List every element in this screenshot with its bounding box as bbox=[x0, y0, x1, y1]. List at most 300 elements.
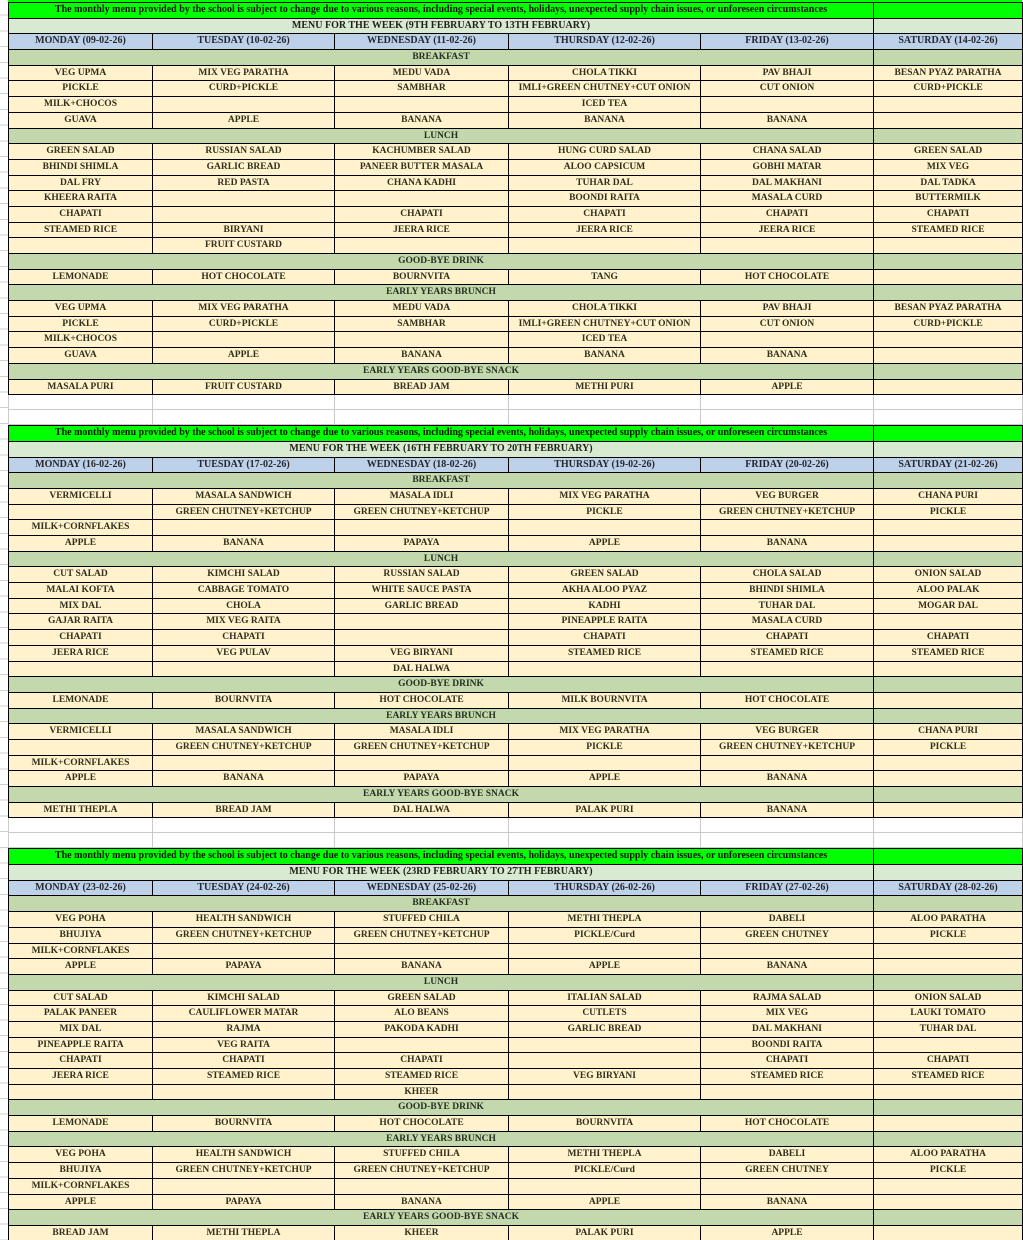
menu-cell: BANANA bbox=[153, 536, 335, 552]
menu-cell: METHI THEPLA bbox=[509, 912, 701, 928]
menu-item-row bbox=[9, 1006, 1023, 1022]
menu-cell bbox=[9, 238, 153, 254]
empty-cell bbox=[335, 395, 509, 410]
menu-cell: GREEN CHUTNEY+KETCHUP bbox=[335, 1163, 509, 1179]
menu-cell: PINEAPPLE RAITA bbox=[509, 614, 701, 630]
section-header-row bbox=[9, 1210, 1023, 1226]
menu-cell: BANANA bbox=[701, 771, 874, 787]
section-header-spacer bbox=[874, 1100, 1023, 1116]
menu-cell: CURD+PICKLE bbox=[874, 81, 1023, 97]
menu-cell bbox=[153, 943, 335, 959]
menu-cell: CHAPATI bbox=[701, 630, 874, 646]
menu-cell: VEG POHA bbox=[9, 1147, 153, 1163]
section-header-row bbox=[9, 787, 1023, 803]
section-header-spacer bbox=[874, 363, 1023, 379]
menu-cell bbox=[701, 1084, 874, 1100]
menu-cell: RUSSIAN SALAD bbox=[153, 144, 335, 160]
empty-cell bbox=[701, 410, 874, 425]
menu-cell: HEALTH SANDWICH bbox=[153, 912, 335, 928]
menu-cell: GREEN CHUTNEY+KETCHUP bbox=[335, 739, 509, 755]
menu-cell: BIRYANI bbox=[153, 222, 335, 238]
menu-cell: DABELI bbox=[701, 912, 874, 928]
menu-cell: GAJAR RAITA bbox=[9, 614, 153, 630]
menu-cell: KHEERA RAITA bbox=[9, 191, 153, 207]
empty-cell bbox=[874, 818, 1023, 833]
week-title: MENU FOR THE WEEK (9TH FEBRUARY TO 13TH FEBRUARY) bbox=[9, 18, 874, 34]
section-header-spacer bbox=[874, 128, 1023, 144]
menu-cell bbox=[874, 332, 1023, 348]
menu-cell: GREEN SALAD bbox=[335, 990, 509, 1006]
menu-item-row bbox=[9, 316, 1023, 332]
menu-cell: FRUIT CUSTARD bbox=[153, 379, 335, 395]
menu-cell: VEG UPMA bbox=[9, 301, 153, 317]
menu-cell: HOT CHOCOLATE bbox=[701, 692, 874, 708]
menu-cell: MASALA PURI bbox=[9, 379, 153, 395]
menu-cell: MASALA SANDWICH bbox=[153, 488, 335, 504]
menu-item-row bbox=[9, 771, 1023, 787]
disclaimer-banner-spacer bbox=[874, 3, 1023, 19]
menu-cell: GARLIC BREAD bbox=[153, 159, 335, 175]
menu-cell: BHINDI SHIMLA bbox=[701, 583, 874, 599]
menu-cell bbox=[509, 238, 701, 254]
menu-cell bbox=[153, 191, 335, 207]
menu-cell: CHAPATI bbox=[701, 1053, 874, 1069]
menu-item-row bbox=[9, 724, 1023, 740]
menu-cell: STUFFED CHILA bbox=[335, 1147, 509, 1163]
menu-item-row bbox=[9, 583, 1023, 599]
menu-cell: MILK+CORNFLAKES bbox=[9, 943, 153, 959]
section-header-spacer bbox=[874, 1210, 1023, 1226]
menu-cell bbox=[874, 238, 1023, 254]
menu-cell: DAL HALWA bbox=[335, 661, 509, 677]
menu-cell: HUNG CURD SALAD bbox=[509, 144, 701, 160]
disclaimer-row bbox=[9, 3, 1023, 19]
menu-cell bbox=[874, 348, 1023, 364]
menu-cell: CHAPATI bbox=[335, 206, 509, 222]
menu-cell: PICKLE/Curd bbox=[509, 1163, 701, 1179]
section-header-row bbox=[9, 363, 1023, 379]
menu-cell: JEERA RICE bbox=[701, 222, 874, 238]
menu-cell bbox=[701, 332, 874, 348]
menu-cell: BESAN PYAZ PARATHA bbox=[874, 301, 1023, 317]
menu-cell: GOBHI MATAR bbox=[701, 159, 874, 175]
menu-cell: ICED TEA bbox=[509, 332, 701, 348]
section-header: BREAKFAST bbox=[9, 473, 874, 489]
menu-item-row bbox=[9, 348, 1023, 364]
section-header-spacer bbox=[874, 1131, 1023, 1147]
menu-item-row bbox=[9, 379, 1023, 395]
menu-cell: GREEN CHUTNEY+KETCHUP bbox=[153, 927, 335, 943]
section-header-spacer bbox=[874, 677, 1023, 693]
menu-cell: RUSSIAN SALAD bbox=[335, 567, 509, 583]
menu-cell bbox=[509, 1178, 701, 1194]
menu-cell: SAMBHAR bbox=[335, 316, 509, 332]
menu-cell: ONION SALAD bbox=[874, 567, 1023, 583]
menu-cell: ALOO PARATHA bbox=[874, 1147, 1023, 1163]
section-header: EARLY YEARS BRUNCH bbox=[9, 708, 874, 724]
menu-item-row bbox=[9, 598, 1023, 614]
menu-cell bbox=[701, 661, 874, 677]
menu-cell: STEAMED RICE bbox=[9, 222, 153, 238]
section-header: GOOD-BYE DRINK bbox=[9, 1100, 874, 1116]
menu-item-row bbox=[9, 332, 1023, 348]
menu-item-row bbox=[9, 927, 1023, 943]
week-title-row bbox=[9, 441, 1023, 457]
menu-cell: BREAD JAM bbox=[9, 1225, 153, 1240]
menu-item-row bbox=[9, 1069, 1023, 1085]
menu-cell: MALAI KOFTA bbox=[9, 583, 153, 599]
menu-cell: CUTLETS bbox=[509, 1006, 701, 1022]
menu-cell: RAJMA bbox=[153, 1021, 335, 1037]
menu-cell: BOURNVITA bbox=[335, 269, 509, 285]
section-header-row bbox=[9, 974, 1023, 990]
menu-cell: APPLE bbox=[509, 959, 701, 975]
menu-cell: STEAMED RICE bbox=[874, 222, 1023, 238]
menu-item-row bbox=[9, 567, 1023, 583]
menu-cell bbox=[874, 1225, 1023, 1240]
menu-cell: VEG POHA bbox=[9, 912, 153, 928]
menu-cell: BOURNVITA bbox=[509, 1116, 701, 1132]
menu-item-row bbox=[9, 1147, 1023, 1163]
menu-cell: PICKLE bbox=[509, 504, 701, 520]
menu-cell: CUT SALAD bbox=[9, 567, 153, 583]
menu-cell: STEAMED RICE bbox=[509, 645, 701, 661]
menu-cell: GARLIC BREAD bbox=[509, 1021, 701, 1037]
day-header-cell: THURSDAY (26-02-26) bbox=[509, 880, 701, 896]
menu-cell bbox=[874, 943, 1023, 959]
menu-cell bbox=[9, 661, 153, 677]
disclaimer-banner: The monthly menu provided by the school is subject to change due to various reasons, including special events, holidays, unexpected supply chain issues, or unforeseen circumstances bbox=[9, 426, 874, 442]
menu-item-row bbox=[9, 1084, 1023, 1100]
menu-cell: DAL HALWA bbox=[335, 802, 509, 818]
menu-cell: BOURNVITA bbox=[153, 1116, 335, 1132]
menu-item-row bbox=[9, 206, 1023, 222]
menu-cell bbox=[874, 1084, 1023, 1100]
menu-cell: BANANA bbox=[335, 959, 509, 975]
menu-item-row bbox=[9, 97, 1023, 113]
menu-cell bbox=[335, 332, 509, 348]
menu-cell: GREEN CHUTNEY+KETCHUP bbox=[335, 927, 509, 943]
menu-item-row bbox=[9, 661, 1023, 677]
menu-cell: CHAPATI bbox=[335, 1053, 509, 1069]
menu-item-row bbox=[9, 1116, 1023, 1132]
menu-content bbox=[8, 0, 1022, 1240]
menu-item-row bbox=[9, 645, 1023, 661]
menu-cell: STEAMED RICE bbox=[701, 1069, 874, 1085]
menu-cell: HOT CHOCOLATE bbox=[335, 1116, 509, 1132]
menu-item-row bbox=[9, 238, 1023, 254]
menu-cell bbox=[335, 630, 509, 646]
menu-cell: KHEER bbox=[335, 1225, 509, 1240]
menu-cell: APPLE bbox=[9, 771, 153, 787]
menu-cell: PAV BHAJI bbox=[701, 301, 874, 317]
section-header-spacer bbox=[874, 974, 1023, 990]
menu-cell: BREAD JAM bbox=[335, 379, 509, 395]
menu-cell: RAJMA SALAD bbox=[701, 990, 874, 1006]
menu-cell: HEALTH SANDWICH bbox=[153, 1147, 335, 1163]
menu-item-row bbox=[9, 269, 1023, 285]
section-header-row bbox=[9, 254, 1023, 270]
menu-cell bbox=[874, 959, 1023, 975]
menu-cell: VEG BIRYANI bbox=[509, 1069, 701, 1085]
menu-item-row bbox=[9, 1053, 1023, 1069]
menu-cell: METHI THEPLA bbox=[509, 1147, 701, 1163]
empty-cell bbox=[335, 410, 509, 425]
menu-cell: MASALA IDLI bbox=[335, 488, 509, 504]
empty-cell bbox=[335, 833, 509, 848]
menu-cell: PINEAPPLE RAITA bbox=[9, 1037, 153, 1053]
empty-cell bbox=[509, 410, 701, 425]
menu-cell: BOURNVITA bbox=[153, 692, 335, 708]
menu-cell: IMLI+GREEN CHUTNEY+CUT ONION bbox=[509, 81, 701, 97]
disclaimer-banner: The monthly menu provided by the school is subject to change due to various reasons, including special events, holidays, unexpected supply chain issues, or unforeseen circumstances bbox=[9, 3, 874, 19]
menu-cell: FRUIT CUSTARD bbox=[153, 238, 335, 254]
menu-cell: PICKLE bbox=[509, 739, 701, 755]
section-header-row bbox=[9, 50, 1023, 66]
menu-cell: CHANA PURI bbox=[874, 488, 1023, 504]
menu-item-row bbox=[9, 504, 1023, 520]
menu-cell bbox=[874, 614, 1023, 630]
menu-cell: CHAPATI bbox=[874, 206, 1023, 222]
menu-cell: CUT SALAD bbox=[9, 990, 153, 1006]
day-header-cell: WEDNESDAY (11-02-26) bbox=[335, 34, 509, 50]
menu-cell: CAULIFLOWER MATAR bbox=[153, 1006, 335, 1022]
menu-cell: PANEER BUTTER MASALA bbox=[335, 159, 509, 175]
menu-item-row bbox=[9, 1163, 1023, 1179]
menu-cell: MOGAR DAL bbox=[874, 598, 1023, 614]
menu-item-row bbox=[9, 692, 1023, 708]
menu-cell: CHOLA SALAD bbox=[701, 567, 874, 583]
menu-item-row bbox=[9, 1194, 1023, 1210]
section-header-spacer bbox=[874, 50, 1023, 66]
day-header-cell: SATURDAY (21-02-26) bbox=[874, 457, 1023, 473]
menu-cell bbox=[874, 112, 1023, 128]
menu-cell bbox=[9, 1084, 153, 1100]
menu-cell: PALAK PANEER bbox=[9, 1006, 153, 1022]
menu-cell: PICKLE bbox=[874, 927, 1023, 943]
section-header: GOOD-BYE DRINK bbox=[9, 254, 874, 270]
menu-cell bbox=[335, 520, 509, 536]
menu-cell: CHAPATI bbox=[874, 1053, 1023, 1069]
menu-cell: CHAPATI bbox=[9, 206, 153, 222]
empty-cell bbox=[153, 833, 335, 848]
menu-cell: LEMONADE bbox=[9, 269, 153, 285]
week-title-spacer bbox=[874, 865, 1023, 881]
empty-cell bbox=[9, 818, 153, 833]
menu-cell: KACHUMBER SALAD bbox=[335, 144, 509, 160]
menu-cell bbox=[153, 661, 335, 677]
menu-cell: CHANA KADHI bbox=[335, 175, 509, 191]
menu-cell: CHOLA TIKKI bbox=[509, 65, 701, 81]
menu-cell: MIX VEG PARATHA bbox=[509, 488, 701, 504]
menu-cell: VERMICELLI bbox=[9, 488, 153, 504]
menu-cell: CHAPATI bbox=[9, 1053, 153, 1069]
menu-cell bbox=[153, 755, 335, 771]
menu-cell: VEG BURGER bbox=[701, 724, 874, 740]
empty-cell bbox=[874, 410, 1023, 425]
day-header-cell: THURSDAY (19-02-26) bbox=[509, 457, 701, 473]
menu-cell bbox=[874, 661, 1023, 677]
menu-table-week-2 bbox=[8, 425, 1023, 818]
day-header-cell: FRIDAY (27-02-26) bbox=[701, 880, 874, 896]
section-header-row bbox=[9, 677, 1023, 693]
day-header-row bbox=[9, 880, 1023, 896]
menu-item-row bbox=[9, 159, 1023, 175]
menu-cell: GREEN SALAD bbox=[874, 144, 1023, 160]
section-header: LUNCH bbox=[9, 551, 874, 567]
menu-cell bbox=[153, 332, 335, 348]
menu-cell: HOT CHOCOLATE bbox=[335, 692, 509, 708]
menu-cell bbox=[874, 1116, 1023, 1132]
section-header-spacer bbox=[874, 254, 1023, 270]
menu-cell bbox=[701, 1178, 874, 1194]
menu-cell: HOT CHOCOLATE bbox=[701, 1116, 874, 1132]
menu-cell bbox=[153, 206, 335, 222]
menu-cell: MASALA CURD bbox=[701, 191, 874, 207]
menu-cell: MIX DAL bbox=[9, 598, 153, 614]
menu-cell: CURD+PICKLE bbox=[153, 316, 335, 332]
menu-cell bbox=[874, 771, 1023, 787]
menu-cell: GREEN SALAD bbox=[9, 144, 153, 160]
menu-cell bbox=[874, 692, 1023, 708]
disclaimer-row bbox=[9, 849, 1023, 865]
menu-cell: CHANA PURI bbox=[874, 724, 1023, 740]
menu-cell: TANG bbox=[509, 269, 701, 285]
menu-cell: METHI THEPLA bbox=[153, 1225, 335, 1240]
menu-cell: MEDU VADA bbox=[335, 65, 509, 81]
menu-cell: JEERA RICE bbox=[509, 222, 701, 238]
section-header-spacer bbox=[874, 285, 1023, 301]
menu-cell bbox=[874, 802, 1023, 818]
menu-cell: HOT CHOCOLATE bbox=[701, 269, 874, 285]
menu-cell bbox=[509, 1084, 701, 1100]
menu-cell: MIX DAL bbox=[9, 1021, 153, 1037]
menu-cell: PAPAYA bbox=[335, 771, 509, 787]
week-title-row bbox=[9, 865, 1023, 881]
day-header-cell: MONDAY (23-02-26) bbox=[9, 880, 153, 896]
menu-cell: VERMICELLI bbox=[9, 724, 153, 740]
menu-cell: CUT ONION bbox=[701, 316, 874, 332]
menu-cell: JEERA RICE bbox=[9, 645, 153, 661]
menu-cell: MILK+CORNFLAKES bbox=[9, 1178, 153, 1194]
menu-cell bbox=[701, 97, 874, 113]
menu-cell: MIX VEG PARATHA bbox=[153, 65, 335, 81]
menu-cell: KIMCHI SALAD bbox=[153, 567, 335, 583]
menu-cell: PICKLE bbox=[874, 504, 1023, 520]
section-header: EARLY YEARS BRUNCH bbox=[9, 1131, 874, 1147]
menu-cell: PAPAYA bbox=[335, 536, 509, 552]
empty-cell bbox=[509, 818, 701, 833]
empty-cell bbox=[335, 818, 509, 833]
menu-item-row bbox=[9, 144, 1023, 160]
menu-cell: LEMONADE bbox=[9, 692, 153, 708]
menu-cell bbox=[509, 1037, 701, 1053]
menu-cell: APPLE bbox=[509, 1194, 701, 1210]
menu-cell bbox=[701, 520, 874, 536]
menu-cell: JEERA RICE bbox=[335, 222, 509, 238]
disclaimer-banner-spacer bbox=[874, 426, 1023, 442]
menu-cell: BANANA bbox=[509, 112, 701, 128]
menu-cell: BHINDI SHIMLA bbox=[9, 159, 153, 175]
menu-cell: KIMCHI SALAD bbox=[153, 990, 335, 1006]
menu-cell: BREAD JAM bbox=[153, 802, 335, 818]
menu-cell: CHAPATI bbox=[509, 630, 701, 646]
menu-cell: PALAK PURI bbox=[509, 1225, 701, 1240]
menu-cell: GREEN CHUTNEY bbox=[701, 1163, 874, 1179]
menu-cell: GREEN CHUTNEY+KETCHUP bbox=[335, 504, 509, 520]
empty-cell bbox=[9, 395, 153, 410]
menu-cell: ALOO PARATHA bbox=[874, 912, 1023, 928]
menu-cell: CHAPATI bbox=[701, 206, 874, 222]
day-header-cell: THURSDAY (12-02-26) bbox=[509, 34, 701, 50]
empty-cell bbox=[701, 818, 874, 833]
menu-item-row bbox=[9, 536, 1023, 552]
day-header-cell: SATURDAY (14-02-26) bbox=[874, 34, 1023, 50]
menu-cell: CHAPATI bbox=[153, 1053, 335, 1069]
menu-cell bbox=[335, 238, 509, 254]
menu-cell: GREEN CHUTNEY+KETCHUP bbox=[153, 739, 335, 755]
menu-item-row bbox=[9, 739, 1023, 755]
day-header-cell: FRIDAY (20-02-26) bbox=[701, 457, 874, 473]
menu-cell bbox=[509, 661, 701, 677]
menu-cell bbox=[335, 191, 509, 207]
menu-table-week-1 bbox=[8, 2, 1023, 395]
menu-cell bbox=[153, 1178, 335, 1194]
menu-cell: MIX VEG PARATHA bbox=[509, 724, 701, 740]
menu-cell: ALO BEANS bbox=[335, 1006, 509, 1022]
menu-cell: APPLE bbox=[509, 536, 701, 552]
day-header-cell: TUESDAY (10-02-26) bbox=[153, 34, 335, 50]
empty-cell bbox=[509, 833, 701, 848]
menu-cell bbox=[335, 755, 509, 771]
menu-cell bbox=[509, 520, 701, 536]
menu-cell: CHAPATI bbox=[509, 206, 701, 222]
week-title-spacer bbox=[874, 441, 1023, 457]
menu-cell: MILK BOURNVITA bbox=[509, 692, 701, 708]
menu-cell: MILK+CORNFLAKES bbox=[9, 755, 153, 771]
menu-item-row bbox=[9, 222, 1023, 238]
menu-cell: ALOO CAPSICUM bbox=[509, 159, 701, 175]
menu-cell bbox=[153, 520, 335, 536]
menu-cell: VEG BIRYANI bbox=[335, 645, 509, 661]
day-header-cell: MONDAY (09-02-26) bbox=[9, 34, 153, 50]
day-header-cell: SATURDAY (28-02-26) bbox=[874, 880, 1023, 896]
section-header-spacer bbox=[874, 551, 1023, 567]
section-header: BREAKFAST bbox=[9, 50, 874, 66]
menu-cell: PAKODA KADHI bbox=[335, 1021, 509, 1037]
section-header: EARLY YEARS GOOD-BYE SNACK bbox=[9, 363, 874, 379]
disclaimer-row bbox=[9, 426, 1023, 442]
menu-cell: PICKLE/Curd bbox=[509, 927, 701, 943]
menu-cell: MASALA IDLI bbox=[335, 724, 509, 740]
menu-cell: VEG PULAV bbox=[153, 645, 335, 661]
menu-cell: SAMBHAR bbox=[335, 81, 509, 97]
section-header-spacer bbox=[874, 473, 1023, 489]
menu-item-row bbox=[9, 191, 1023, 207]
menu-cell: MEDU VADA bbox=[335, 301, 509, 317]
menu-cell bbox=[874, 1178, 1023, 1194]
day-header-cell: TUESDAY (24-02-26) bbox=[153, 880, 335, 896]
day-header-row bbox=[9, 34, 1023, 50]
menu-cell: CHANA SALAD bbox=[701, 144, 874, 160]
menu-cell: VEG UPMA bbox=[9, 65, 153, 81]
menu-cell: GREEN CHUTNEY+KETCHUP bbox=[153, 504, 335, 520]
section-header: EARLY YEARS GOOD-BYE SNACK bbox=[9, 787, 874, 803]
menu-cell: ALOO PALAK bbox=[874, 583, 1023, 599]
section-header-row bbox=[9, 285, 1023, 301]
menu-cell: STUFFED CHILA bbox=[335, 912, 509, 928]
section-header: EARLY YEARS BRUNCH bbox=[9, 285, 874, 301]
